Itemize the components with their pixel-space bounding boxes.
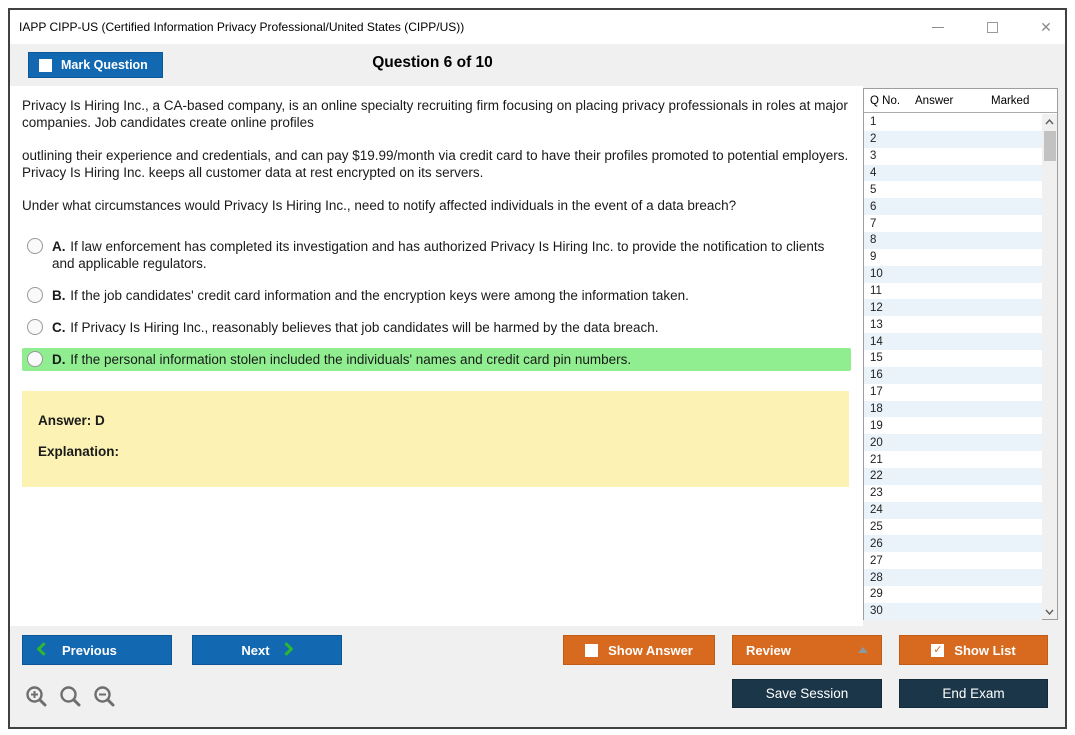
minimize-button[interactable]: [929, 18, 947, 36]
question-number: 7: [870, 217, 877, 230]
question-paragraph-1: Privacy Is Hiring Inc., a CA-based company, is an online specialty recruiting firm focusing on placing privacy professionals in roles at major companies. Job candidates create online profiles: [22, 98, 848, 130]
scroll-up-icon[interactable]: [1042, 114, 1057, 129]
question-list-row-16[interactable]: [864, 367, 1042, 384]
question-list-row-10[interactable]: [864, 266, 1042, 283]
column-qno: Q No.: [870, 94, 901, 107]
option-text: A. If law enforcement has completed its investigation and has authorized Privacy Is Hiring Inc. to provide the notification to clients and applicable regulators.: [52, 239, 825, 271]
end-exam-button[interactable]: [899, 679, 1048, 708]
question-number: 5: [870, 183, 877, 196]
question-number: 18: [870, 403, 883, 416]
save-session-label: Save Session: [765, 686, 849, 701]
question-number: 28: [870, 571, 883, 584]
option-radio[interactable]: [27, 351, 43, 367]
column-answer: Answer: [915, 94, 954, 107]
question-header: [10, 44, 1065, 86]
end-exam-label: End Exam: [942, 686, 1005, 701]
question-number: 15: [870, 352, 883, 365]
question-number: 3: [870, 150, 877, 163]
mark-question-label: Mark Question: [61, 58, 148, 72]
question-list-row-29[interactable]: [864, 586, 1042, 603]
question-number: 6: [870, 200, 877, 213]
question-number: 19: [870, 419, 883, 432]
question-list-row-14[interactable]: [864, 333, 1042, 350]
question-list-row-24[interactable]: [864, 502, 1042, 519]
question-list-row-20[interactable]: [864, 434, 1042, 451]
previous-label: Previous: [62, 642, 117, 658]
show-answer-checkbox[interactable]: [585, 644, 598, 657]
option-text: D. If the personal information stolen included the individuals' names and credit card pin numbers.: [52, 352, 632, 367]
question-list-row-1[interactable]: [864, 114, 1042, 131]
question-list: [863, 88, 1058, 620]
question-list-row-23[interactable]: [864, 485, 1042, 502]
content-area: [10, 86, 1065, 626]
footer-bar: [10, 626, 1065, 726]
question-list-row-5[interactable]: [864, 181, 1042, 198]
window-controls: [929, 10, 1055, 44]
question-list-row-11[interactable]: [864, 283, 1042, 300]
option-b[interactable]: [22, 284, 851, 307]
options-list: [22, 235, 851, 371]
question-number: 11: [870, 285, 882, 298]
show-answer-label: Show Answer: [608, 642, 693, 658]
question-number: 30: [870, 605, 883, 618]
question-panel: [10, 86, 863, 626]
question-list-row-15[interactable]: [864, 350, 1042, 367]
question-list-row-13[interactable]: [864, 316, 1042, 333]
title-bar: [10, 10, 1065, 44]
question-list-row-30[interactable]: [864, 603, 1042, 620]
option-radio[interactable]: [27, 319, 43, 335]
question-stem: Under what circumstances would Privacy Is Hiring Inc., need to notify affected individuals in the event of a data breach?: [22, 198, 737, 213]
question-list-panel: [863, 86, 1065, 626]
question-number: 14: [870, 335, 883, 348]
question-list-rows: [864, 114, 1042, 620]
answer-box: [22, 391, 849, 487]
review-dropdown[interactable]: [732, 635, 882, 665]
zoom-controls: [24, 684, 118, 710]
option-radio[interactable]: [27, 238, 43, 254]
show-list-checkbox[interactable]: ✓: [933, 643, 943, 656]
question-number: 21: [870, 453, 883, 466]
chevron-right-icon: [284, 642, 293, 659]
close-button[interactable]: ✕: [1040, 18, 1052, 35]
question-number: 12: [870, 301, 883, 314]
review-label: Review: [746, 642, 791, 658]
question-number: 10: [870, 268, 883, 281]
save-session-button[interactable]: [732, 679, 882, 708]
question-number: 1: [870, 116, 877, 129]
explanation-label: Explanation:: [38, 444, 120, 459]
next-button[interactable]: [192, 635, 342, 665]
option-text: C. If Privacy Is Hiring Inc., reasonably believes that job candidates will be harmed by the data breach.: [52, 320, 659, 335]
chevron-left-icon: [37, 642, 46, 659]
window-title: IAPP CIPP-US (Certified Information Privacy Professional/United States (CIPP/US)): [19, 20, 465, 34]
column-marked: Marked: [991, 94, 1030, 107]
maximize-icon: [987, 22, 998, 33]
option-text: B. If the job candidates' credit card information and the encryption keys were among the information taken.: [52, 288, 689, 303]
previous-button[interactable]: [22, 635, 172, 665]
scroll-down-icon[interactable]: [1042, 604, 1057, 619]
question-list-row-27[interactable]: [864, 552, 1042, 569]
question-list-row-18[interactable]: [864, 401, 1042, 418]
option-radio[interactable]: [27, 287, 43, 303]
question-list-row-19[interactable]: [864, 417, 1042, 434]
question-number: 9: [870, 251, 877, 264]
question-list-row-8[interactable]: [864, 232, 1042, 249]
question-number: 16: [870, 369, 883, 382]
chevron-up-icon: [858, 647, 868, 653]
show-answer-button[interactable]: [563, 635, 715, 665]
scrollbar-thumb[interactable]: [1044, 131, 1056, 161]
zoom-reset-icon[interactable]: [58, 684, 84, 710]
question-number: 8: [870, 234, 877, 247]
question-list-row-6[interactable]: [864, 198, 1042, 215]
question-list-row-28[interactable]: [864, 569, 1042, 586]
question-list-row-3[interactable]: [864, 148, 1042, 165]
question-number: 26: [870, 537, 883, 550]
question-number: 23: [870, 487, 883, 500]
show-list-button[interactable]: [899, 635, 1048, 665]
question-list-row-4[interactable]: [864, 165, 1042, 182]
question-number: 17: [870, 386, 883, 399]
question-number: 13: [870, 318, 883, 331]
question-list-scrollbar[interactable]: [1042, 114, 1057, 619]
question-list-body: [864, 114, 1057, 619]
next-label: Next: [241, 642, 270, 658]
question-number: 25: [870, 521, 883, 534]
question-list-row-25[interactable]: [864, 519, 1042, 536]
question-list-header: [864, 89, 1057, 113]
question-number: 20: [870, 436, 883, 449]
question-list-row-22[interactable]: [864, 468, 1042, 485]
app-window: [8, 8, 1067, 729]
question-number: 4: [870, 167, 877, 179]
maximize-button[interactable]: [983, 18, 1001, 36]
question-number: 2: [870, 133, 877, 146]
show-list-label: Show List: [954, 642, 1016, 658]
question-list-row-17[interactable]: [864, 384, 1042, 401]
question-list-row-21[interactable]: [864, 451, 1042, 468]
question-list-row-12[interactable]: [864, 299, 1042, 316]
question-number: 22: [870, 470, 883, 483]
answer-value: Answer: D: [38, 413, 105, 428]
zoom-in-icon[interactable]: [24, 684, 50, 710]
question-number: 27: [870, 554, 883, 567]
question-list-row-26[interactable]: [864, 535, 1042, 552]
option-c[interactable]: [22, 316, 851, 339]
minimize-icon: [932, 27, 944, 28]
question-list-row-9[interactable]: [864, 249, 1042, 266]
question-counter: Question 6 of 10: [372, 54, 493, 71]
question-number: 29: [870, 588, 883, 601]
option-d[interactable]: [22, 348, 851, 371]
zoom-out-icon[interactable]: [92, 684, 118, 710]
question-paragraph-2: outlining their experience and credentials, and can pay $19.99/month via credit card to have their profiles promoted to potential employers. Privacy Is Hiring Inc. keeps all customer data at rest encrypted on its servers.: [22, 148, 849, 180]
option-a[interactable]: [22, 235, 851, 275]
question-list-row-2[interactable]: [864, 131, 1042, 148]
question-list-row-7[interactable]: [864, 215, 1042, 232]
question-number: 24: [870, 504, 883, 517]
